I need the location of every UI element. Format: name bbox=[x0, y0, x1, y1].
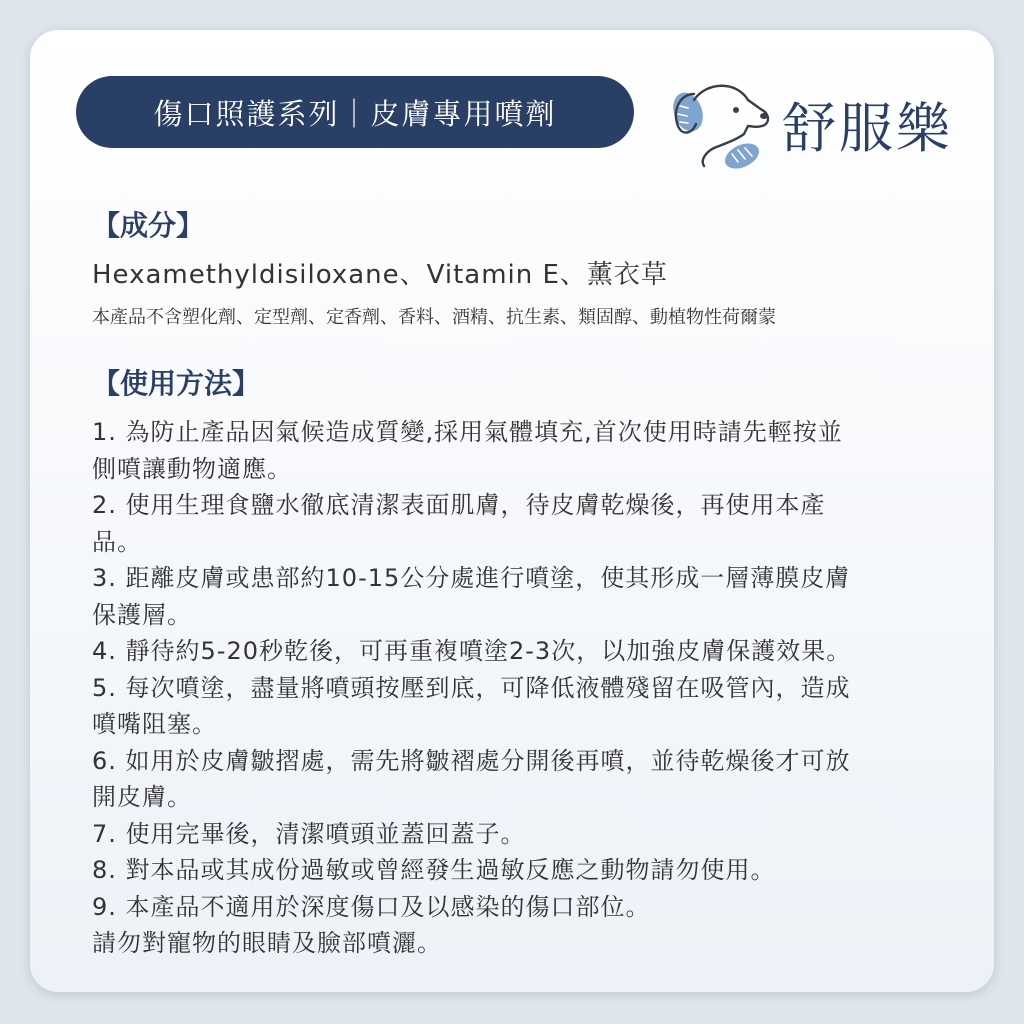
usage-line: 2. 使用生理食鹽水徹底清潔表面肌膚，待皮膚乾燥後，再使用本產 bbox=[92, 491, 826, 519]
ingredients-list: Hexamethyldisiloxane、Vitamin E、薰衣草 bbox=[92, 260, 668, 290]
info-card bbox=[30, 30, 994, 992]
main-content bbox=[92, 200, 972, 962]
usage-line: 6. 如用於皮膚皺摺處，需先將皺褶處分開後再噴，並待乾燥後才可放 bbox=[92, 746, 851, 775]
dog-head-icon bbox=[666, 70, 776, 170]
usage-line: 品。 bbox=[92, 527, 142, 556]
usage-line: 開皮膚。 bbox=[92, 783, 192, 811]
usage-steps bbox=[92, 414, 972, 962]
brand-name: 舒服樂 bbox=[782, 97, 953, 160]
usage-line: 3. 距離皮膚或患部約10-15公分處進行噴塗，使其形成一層薄膜皮膚 bbox=[92, 564, 851, 592]
usage-line: 保護層。 bbox=[92, 600, 192, 629]
usage-line: 8. 對本品或其成份過敏或曾經發生過敏反應之動物請勿使用。 bbox=[92, 856, 776, 884]
usage-line: 7. 使用完畢後，清潔噴頭並蓋回蓋子。 bbox=[92, 819, 526, 848]
series-title: 傷口照護系列｜皮膚專用噴劑 bbox=[153, 96, 557, 131]
usage-line: 1. 為防止產品因氣候造成質變,採用氣體填充,首次使用時請先輕按並 bbox=[92, 418, 843, 446]
usage-line: 5. 每次噴塗，盡量將噴頭按壓到底，可降低液體殘留在吸管內，造成 bbox=[92, 673, 851, 702]
usage-heading: 【使用方法】 bbox=[92, 367, 261, 400]
usage-line: 9. 本產品不適用於深度傷口及以感染的傷口部位。 bbox=[92, 892, 651, 921]
usage-line: 側噴讓動物適應。 bbox=[92, 454, 292, 483]
usage-line: 噴嘴阻塞。 bbox=[92, 710, 217, 738]
brand-logo bbox=[666, 70, 966, 170]
ingredients-note: 本產品不含塑化劑、定型劑、定香劑、香料、酒精、抗生素、類固醇、動植物性荷爾蒙 bbox=[92, 307, 776, 328]
series-title-banner bbox=[76, 76, 634, 148]
usage-line: 請勿對寵物的眼睛及臉部噴灑。 bbox=[92, 929, 442, 957]
usage-line: 4. 靜待約5-20秒乾後，可再重複噴塗2-3次，以加強皮膚保護效果。 bbox=[92, 637, 852, 665]
ingredients-heading: 【成分】 bbox=[92, 209, 205, 242]
